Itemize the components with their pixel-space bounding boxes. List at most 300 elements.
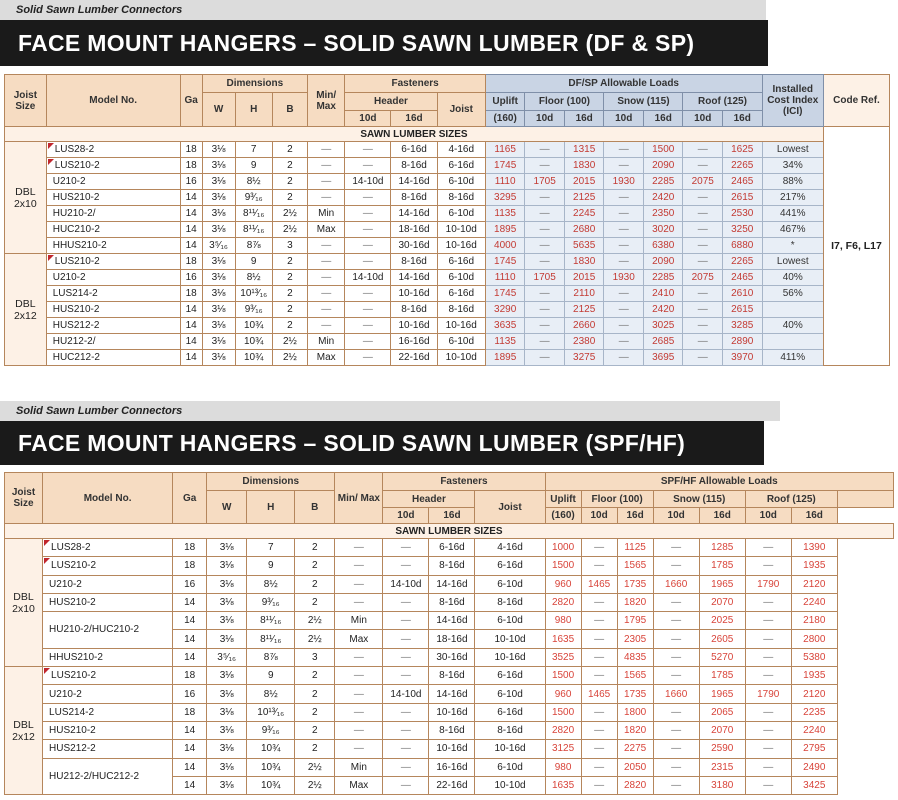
col2-joist-size: Joist Size bbox=[5, 473, 43, 524]
spec-cell: 3⅛ bbox=[207, 557, 247, 575]
load-value-cell: — bbox=[581, 721, 617, 739]
load-value-cell: 2070 bbox=[699, 721, 745, 739]
load-value-cell: 2685 bbox=[643, 334, 683, 350]
load-value-cell: — bbox=[745, 758, 791, 776]
col-ici: Installed Cost Index (ICI) bbox=[762, 75, 823, 127]
load-value-cell: 2265 bbox=[722, 158, 762, 174]
spec-cell: 10¾ bbox=[247, 740, 295, 758]
col-model-no: Model No. bbox=[46, 75, 180, 127]
spec-cell: 4-16d bbox=[437, 142, 485, 158]
load-value-cell: — bbox=[581, 593, 617, 611]
joist-size-cell: DBL 2x12 bbox=[5, 254, 47, 366]
load-value-cell: — bbox=[653, 593, 699, 611]
spec-cell: 3⅛ bbox=[207, 539, 247, 557]
spec-cell: 2 bbox=[272, 142, 307, 158]
model-no-cell: LUS28-2 bbox=[46, 142, 180, 158]
load-value-cell: 1820 bbox=[617, 593, 653, 611]
load-value-cell: 2265 bbox=[722, 254, 762, 270]
spec-cell: — bbox=[383, 776, 429, 794]
spec-cell: — bbox=[308, 142, 345, 158]
spec-cell: 2½ bbox=[272, 334, 307, 350]
load-value-cell: — bbox=[525, 142, 565, 158]
table-row bbox=[5, 222, 890, 238]
spec-cell: 2 bbox=[295, 740, 335, 758]
spec-cell: 2 bbox=[272, 190, 307, 206]
spec-cell: 6-16d bbox=[391, 142, 437, 158]
spec-cell: 2 bbox=[272, 318, 307, 334]
spec-cell: 14 bbox=[173, 721, 207, 739]
load-value-cell: 1465 bbox=[581, 575, 617, 593]
spec-cell: 14 bbox=[180, 350, 202, 366]
spec-cell: 3⅛ bbox=[207, 667, 247, 685]
section-label-2: Solid Sawn Lumber Connectors bbox=[0, 401, 780, 421]
load-value-cell: 2125 bbox=[564, 190, 604, 206]
load-value-cell: — bbox=[653, 740, 699, 758]
spec-cell: 3 bbox=[272, 238, 307, 254]
load-value-cell: 1935 bbox=[791, 557, 837, 575]
model-no-cell: HUC210-2 bbox=[46, 222, 180, 238]
load-value-cell: — bbox=[745, 721, 791, 739]
joist-size-cell: DBL 2x12 bbox=[5, 667, 43, 795]
spec-cell: 10-16d bbox=[437, 318, 485, 334]
col-header-16d: 16d bbox=[391, 111, 437, 127]
spec-cell: 6-10d bbox=[437, 206, 485, 222]
spec-cell: 18 bbox=[173, 557, 207, 575]
spec-cell: — bbox=[383, 539, 429, 557]
band-label: SAWN LUMBER SIZES bbox=[5, 127, 824, 142]
load-value-cell: — bbox=[745, 648, 791, 666]
spec-cell: Min bbox=[308, 334, 345, 350]
spec-cell: Min bbox=[335, 758, 383, 776]
ici-cell: 217% bbox=[762, 190, 823, 206]
spec-cell: 10¾ bbox=[235, 334, 272, 350]
spec-cell: 8-16d bbox=[475, 593, 545, 611]
spec-cell: 14-10d bbox=[345, 270, 391, 286]
spec-cell: 6-10d bbox=[475, 685, 545, 703]
spec-cell: 18 bbox=[180, 158, 202, 174]
spec-cell: 14-16d bbox=[391, 206, 437, 222]
spec-cell: Max bbox=[335, 776, 383, 794]
spec-cell: 14-16d bbox=[391, 174, 437, 190]
spec-cell: 10-16d bbox=[429, 703, 475, 721]
spec-cell: — bbox=[335, 721, 383, 739]
load-value-cell: — bbox=[581, 667, 617, 685]
col2-min-max: Min/ Max bbox=[335, 473, 383, 524]
col2-snow-10d: 10d bbox=[653, 508, 699, 524]
spec-cell: — bbox=[383, 648, 429, 666]
load-value-cell: 1785 bbox=[699, 667, 745, 685]
spec-cell: 8¹¹⁄₁₆ bbox=[235, 222, 272, 238]
spec-cell: 14 bbox=[180, 334, 202, 350]
load-value-cell: 2075 bbox=[683, 270, 723, 286]
load-value-cell: 2285 bbox=[643, 174, 683, 190]
load-value-cell: 2615 bbox=[722, 190, 762, 206]
load-value-cell: — bbox=[604, 334, 644, 350]
load-value-cell: 3290 bbox=[485, 302, 525, 318]
model-no-cell: HUS210-2 bbox=[43, 721, 173, 739]
load-value-cell: 2315 bbox=[699, 758, 745, 776]
model-no-cell: LUS210-2 bbox=[43, 667, 173, 685]
spec-cell: 10-10d bbox=[437, 222, 485, 238]
load-value-cell: — bbox=[653, 721, 699, 739]
col-loads: DF/SP Allowable Loads bbox=[485, 75, 762, 93]
load-value-cell: — bbox=[683, 142, 723, 158]
load-value-cell: — bbox=[683, 334, 723, 350]
model-no-cell: LUS214-2 bbox=[43, 703, 173, 721]
load-value-cell: 3285 bbox=[722, 318, 762, 334]
col2-loads: SPF/HF Allowable Loads bbox=[545, 473, 893, 491]
spec-cell: 6-10d bbox=[475, 758, 545, 776]
spec-cell: 14 bbox=[180, 318, 202, 334]
spec-cell: 18 bbox=[180, 142, 202, 158]
load-value-cell: — bbox=[581, 630, 617, 648]
load-value-cell: — bbox=[745, 593, 791, 611]
spec-cell: 18 bbox=[180, 254, 202, 270]
spec-cell: 2 bbox=[295, 685, 335, 703]
load-value-cell: — bbox=[745, 740, 791, 758]
load-value-cell: 2820 bbox=[545, 721, 581, 739]
spec-cell: 14-10d bbox=[383, 575, 429, 593]
load-value-cell: — bbox=[653, 648, 699, 666]
spec-cell: 8-16d bbox=[429, 721, 475, 739]
spec-cell: 3⅛ bbox=[207, 721, 247, 739]
load-value-cell: 1965 bbox=[699, 685, 745, 703]
load-value-cell: 3180 bbox=[699, 776, 745, 794]
spec-cell: 2½ bbox=[295, 612, 335, 630]
table-row bbox=[5, 539, 894, 557]
col2-b: B bbox=[295, 491, 335, 524]
load-value-cell: 4835 bbox=[617, 648, 653, 666]
col-ga: Ga bbox=[180, 75, 202, 127]
spec-cell: 7 bbox=[235, 142, 272, 158]
spec-cell: — bbox=[308, 286, 345, 302]
spec-cell: 6-10d bbox=[475, 575, 545, 593]
load-value-cell: — bbox=[745, 776, 791, 794]
load-value-cell: — bbox=[581, 539, 617, 557]
load-value-cell: — bbox=[745, 667, 791, 685]
load-value-cell: 1705 bbox=[525, 270, 565, 286]
spec-cell: 8-16d bbox=[429, 667, 475, 685]
spec-cell: 3⅛ bbox=[202, 222, 235, 238]
spec-cell: — bbox=[335, 557, 383, 575]
load-value-cell: 980 bbox=[545, 758, 581, 776]
load-value-cell: 2615 bbox=[722, 302, 762, 318]
code-ref: I7, F6, L17 bbox=[823, 127, 889, 366]
spec-cell: — bbox=[383, 667, 429, 685]
load-value-cell: — bbox=[653, 703, 699, 721]
load-value-cell: 1465 bbox=[581, 685, 617, 703]
load-value-cell: — bbox=[604, 318, 644, 334]
load-value-cell: 1930 bbox=[604, 174, 644, 190]
section-label: Solid Sawn Lumber Connectors bbox=[0, 0, 766, 20]
col-roof-16d: 16d bbox=[722, 111, 762, 127]
load-value-cell: 1705 bbox=[525, 174, 565, 190]
model-no-cell: LUS214-2 bbox=[46, 286, 180, 302]
load-value-cell: 3025 bbox=[643, 318, 683, 334]
bottom-section bbox=[0, 401, 898, 465]
page-title: FACE MOUNT HANGERS – SOLID SAWN LUMBER (DF & SP) bbox=[0, 20, 768, 66]
col-uplift: Uplift bbox=[485, 93, 525, 111]
spec-cell: 6-16d bbox=[475, 557, 545, 575]
spec-cell: — bbox=[308, 174, 345, 190]
load-value-cell: 2680 bbox=[564, 222, 604, 238]
ici-cell: 56% bbox=[762, 286, 823, 302]
load-value-cell: — bbox=[604, 222, 644, 238]
spec-cell: 8⅞ bbox=[247, 648, 295, 666]
spec-cell: 30-16d bbox=[391, 238, 437, 254]
spec-cell: 8-16d bbox=[437, 190, 485, 206]
load-value-cell: — bbox=[683, 302, 723, 318]
table-row bbox=[5, 350, 890, 366]
spec-cell: 3⅛ bbox=[207, 740, 247, 758]
ici-cell: * bbox=[762, 238, 823, 254]
col2-snow: Snow (115) bbox=[653, 491, 745, 508]
load-value-cell: 1745 bbox=[485, 158, 525, 174]
spec-cell: 2 bbox=[272, 302, 307, 318]
load-value-cell: 1795 bbox=[617, 612, 653, 630]
load-value-cell: 2090 bbox=[643, 158, 683, 174]
spec-cell: — bbox=[345, 142, 391, 158]
load-value-cell: 1895 bbox=[485, 350, 525, 366]
load-value-cell: — bbox=[525, 158, 565, 174]
spec-cell: 14-16d bbox=[391, 270, 437, 286]
spec-cell: 9 bbox=[235, 158, 272, 174]
spec-cell: — bbox=[308, 270, 345, 286]
spec-cell: 10¹³⁄₁₆ bbox=[247, 703, 295, 721]
spec-cell: — bbox=[335, 740, 383, 758]
load-value-cell: 1285 bbox=[699, 539, 745, 557]
spec-cell: 16 bbox=[173, 685, 207, 703]
new-product-marker-icon bbox=[44, 668, 50, 674]
spec-cell: 10-16d bbox=[391, 318, 437, 334]
spec-cell: 3⅛ bbox=[202, 254, 235, 270]
load-value-cell: — bbox=[581, 557, 617, 575]
load-value-cell: 2240 bbox=[791, 721, 837, 739]
model-no-cell: LUS28-2 bbox=[43, 539, 173, 557]
spec-cell: 14-16d bbox=[429, 575, 475, 593]
spec-cell: 9 bbox=[247, 557, 295, 575]
load-value-cell: — bbox=[525, 318, 565, 334]
spec-cell: Min bbox=[308, 206, 345, 222]
spec-cell: — bbox=[383, 593, 429, 611]
spec-cell: — bbox=[335, 539, 383, 557]
load-value-cell: — bbox=[653, 758, 699, 776]
new-product-marker-icon bbox=[48, 255, 54, 261]
spec-cell: 3⅛ bbox=[207, 758, 247, 776]
load-value-cell: 2590 bbox=[699, 740, 745, 758]
load-value-cell: 1790 bbox=[745, 575, 791, 593]
load-value-cell: — bbox=[683, 190, 723, 206]
spec-cell: 8-16d bbox=[391, 254, 437, 270]
spec-cell: 8¹¹⁄₁₆ bbox=[247, 630, 295, 648]
col-dimensions: Dimensions bbox=[202, 75, 307, 93]
load-value-cell: 1110 bbox=[485, 270, 525, 286]
ici-cell: Lowest bbox=[762, 142, 823, 158]
spec-cell: — bbox=[345, 286, 391, 302]
load-value-cell: — bbox=[604, 190, 644, 206]
load-value-cell: 1110 bbox=[485, 174, 525, 190]
load-value-cell: 2410 bbox=[643, 286, 683, 302]
table-row bbox=[5, 593, 894, 611]
col-b: B bbox=[272, 93, 307, 127]
model-no-cell: HUS210-2 bbox=[46, 302, 180, 318]
load-value-cell: 2820 bbox=[545, 593, 581, 611]
spec-cell: 2 bbox=[295, 703, 335, 721]
table-row bbox=[5, 270, 890, 286]
col2-uplift: Uplift bbox=[545, 491, 581, 508]
load-value-cell: 1625 bbox=[722, 142, 762, 158]
load-value-cell: 3250 bbox=[722, 222, 762, 238]
load-value-cell: 3635 bbox=[485, 318, 525, 334]
spec-cell: 2½ bbox=[272, 222, 307, 238]
spec-cell: 16 bbox=[180, 270, 202, 286]
load-value-cell: 1965 bbox=[699, 575, 745, 593]
spec-cell: 18 bbox=[173, 539, 207, 557]
load-value-cell: 1660 bbox=[653, 575, 699, 593]
spec-cell: 2 bbox=[272, 158, 307, 174]
load-value-cell: 2120 bbox=[791, 575, 837, 593]
table-row bbox=[5, 206, 890, 222]
spec-cell: 10-16d bbox=[429, 740, 475, 758]
spec-cell: 3⁵⁄₁₆ bbox=[202, 238, 235, 254]
col2-header-16d: 16d bbox=[429, 508, 475, 524]
load-value-cell: — bbox=[525, 222, 565, 238]
load-value-cell: — bbox=[745, 557, 791, 575]
load-value-cell: 1635 bbox=[545, 630, 581, 648]
load-value-cell: — bbox=[581, 740, 617, 758]
spec-cell: 3⅛ bbox=[207, 575, 247, 593]
load-value-cell: 1895 bbox=[485, 222, 525, 238]
load-value-cell: — bbox=[525, 334, 565, 350]
load-value-cell: 2110 bbox=[564, 286, 604, 302]
spec-cell: 3⅛ bbox=[202, 174, 235, 190]
load-value-cell: — bbox=[604, 142, 644, 158]
spec-cell: 14-16d bbox=[429, 685, 475, 703]
load-value-cell: — bbox=[683, 238, 723, 254]
ici-cell bbox=[762, 334, 823, 350]
col-floor-10d: 10d bbox=[525, 111, 565, 127]
col2-floor-10d: 10d bbox=[581, 508, 617, 524]
load-value-cell: 1830 bbox=[564, 158, 604, 174]
load-value-cell: 2025 bbox=[699, 612, 745, 630]
spec-cell: — bbox=[345, 350, 391, 366]
spec-cell: — bbox=[335, 575, 383, 593]
load-value-cell: 2050 bbox=[617, 758, 653, 776]
spec-cell: 2½ bbox=[295, 758, 335, 776]
spec-cell: 10¾ bbox=[247, 758, 295, 776]
spec-cell: 9³⁄₁₆ bbox=[247, 593, 295, 611]
col-h: H bbox=[235, 93, 272, 127]
model-no-cell: HU212-2/HUC212-2 bbox=[43, 758, 173, 795]
spec-cell: 3⅛ bbox=[202, 270, 235, 286]
load-value-cell: — bbox=[581, 758, 617, 776]
spec-cell: 3⅛ bbox=[202, 190, 235, 206]
model-no-cell: LUS210-2 bbox=[46, 254, 180, 270]
spec-cell: 6-16d bbox=[475, 667, 545, 685]
spec-cell: — bbox=[308, 318, 345, 334]
load-value-cell: 2820 bbox=[617, 776, 653, 794]
load-value-cell: — bbox=[653, 630, 699, 648]
spec-cell: 10-16d bbox=[391, 286, 437, 302]
model-no-cell: HUS210-2 bbox=[46, 190, 180, 206]
col-floor-16d: 16d bbox=[564, 111, 604, 127]
load-value-cell: 3295 bbox=[485, 190, 525, 206]
spec-cell: 16 bbox=[173, 575, 207, 593]
spec-cell: 2½ bbox=[295, 630, 335, 648]
spec-cell: 18 bbox=[180, 286, 202, 302]
table-row bbox=[5, 758, 894, 776]
col2-floor: Floor (100) bbox=[581, 491, 653, 508]
spec-cell: 8¹¹⁄₁₆ bbox=[247, 612, 295, 630]
load-value-cell: 1500 bbox=[643, 142, 683, 158]
col-snow: Snow (115) bbox=[604, 93, 683, 111]
load-value-cell: 1500 bbox=[545, 557, 581, 575]
spec-cell: 22-16d bbox=[429, 776, 475, 794]
spec-cell: 2 bbox=[295, 575, 335, 593]
col-joist-size: Joist Size bbox=[5, 75, 47, 127]
load-value-cell: 2420 bbox=[643, 190, 683, 206]
load-value-cell: 2605 bbox=[699, 630, 745, 648]
spec-cell: 8⅞ bbox=[235, 238, 272, 254]
load-value-cell: 2075 bbox=[683, 174, 723, 190]
joist-size-cell: DBL 2x10 bbox=[5, 539, 43, 667]
load-value-cell: 2090 bbox=[643, 254, 683, 270]
spec-cell: 10¹³⁄₁₆ bbox=[235, 286, 272, 302]
joist-size-cell: DBL 2x10 bbox=[5, 142, 47, 254]
load-value-cell: — bbox=[525, 238, 565, 254]
load-value-cell: — bbox=[581, 648, 617, 666]
table-row bbox=[5, 190, 890, 206]
load-value-cell: 5635 bbox=[564, 238, 604, 254]
spec-cell: 6-16d bbox=[437, 158, 485, 174]
df-sp-table bbox=[4, 74, 890, 366]
spec-cell: 6-10d bbox=[475, 612, 545, 630]
spec-cell: — bbox=[308, 254, 345, 270]
ici-cell: 34% bbox=[762, 158, 823, 174]
spec-cell: 16 bbox=[180, 174, 202, 190]
col2-roof: Roof (125) bbox=[745, 491, 837, 508]
spec-cell: 10-16d bbox=[475, 740, 545, 758]
col2-roof-16d: 16d bbox=[791, 508, 837, 524]
spec-cell: 10-10d bbox=[437, 350, 485, 366]
col-w: W bbox=[202, 93, 235, 127]
load-value-cell: — bbox=[653, 612, 699, 630]
spec-cell: 3⅛ bbox=[207, 685, 247, 703]
load-value-cell: 2465 bbox=[722, 270, 762, 286]
table-row bbox=[5, 334, 890, 350]
load-value-cell: 1660 bbox=[653, 685, 699, 703]
load-value-cell: — bbox=[653, 667, 699, 685]
load-value-cell: 2380 bbox=[564, 334, 604, 350]
spec-cell: 9³⁄₁₆ bbox=[235, 190, 272, 206]
spec-cell: 6-10d bbox=[437, 334, 485, 350]
spec-cell: 3⅛ bbox=[202, 318, 235, 334]
spec-cell: 6-16d bbox=[429, 539, 475, 557]
col2-h: H bbox=[247, 491, 295, 524]
table-row bbox=[5, 721, 894, 739]
load-value-cell: 2795 bbox=[791, 740, 837, 758]
col-roof: Roof (125) bbox=[683, 93, 762, 111]
load-value-cell: 1785 bbox=[699, 557, 745, 575]
load-value-cell: — bbox=[604, 206, 644, 222]
spec-cell: — bbox=[345, 334, 391, 350]
spec-cell: — bbox=[345, 302, 391, 318]
ici-cell: 411% bbox=[762, 350, 823, 366]
spec-cell: 14 bbox=[173, 630, 207, 648]
load-value-cell: — bbox=[683, 158, 723, 174]
spec-cell: — bbox=[308, 158, 345, 174]
spec-cell: 2 bbox=[295, 667, 335, 685]
